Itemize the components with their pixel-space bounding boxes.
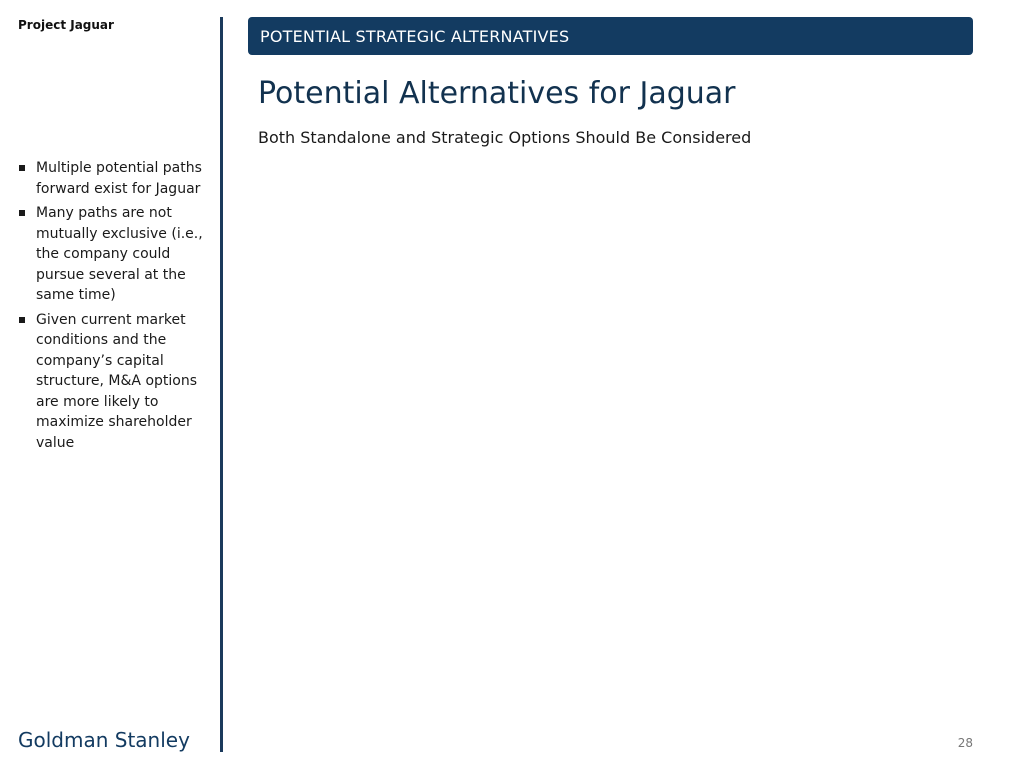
brand-logo: Goldman Stanley bbox=[18, 728, 190, 752]
project-name: Project Jaguar bbox=[18, 18, 114, 32]
square-bullet-icon bbox=[19, 317, 25, 323]
square-bullet-icon bbox=[19, 210, 25, 216]
section-banner-label: POTENTIAL STRATEGIC ALTERNATIVES bbox=[260, 26, 570, 46]
bullet-text: Many paths are not mutually exclusive (i.e., the company could pursue several at the same time) bbox=[36, 205, 203, 303]
vertical-divider bbox=[220, 17, 223, 752]
page-subtitle: Both Standalone and Strategic Options Should Be Considered bbox=[258, 128, 752, 147]
bullet-text: Given current market conditions and the company’s capital structure, M&A options are more likely to maximize shareholder value bbox=[36, 311, 198, 451]
section-banner bbox=[248, 17, 973, 55]
sidebar-bullet-list bbox=[18, 158, 210, 457]
bullet-item bbox=[18, 203, 210, 306]
bullet-item bbox=[18, 158, 210, 199]
page-number: 28 bbox=[957, 736, 973, 750]
page-title: Potential Alternatives for Jaguar bbox=[258, 76, 736, 111]
bullet-item bbox=[18, 310, 210, 454]
bullet-text: Multiple potential paths forward exist for Jaguar bbox=[36, 160, 202, 197]
square-bullet-icon bbox=[19, 165, 25, 171]
